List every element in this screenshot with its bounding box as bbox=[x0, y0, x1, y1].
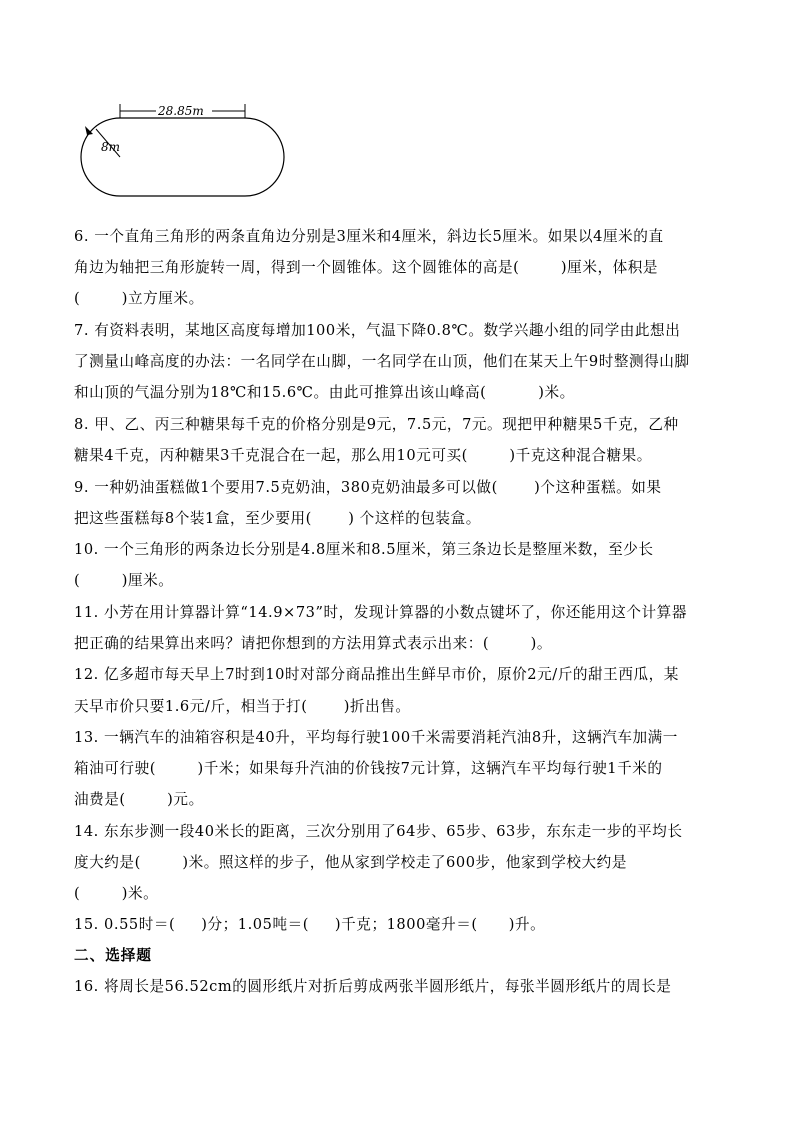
q6-line-1: 6. 一个直角三角形的两条直角边分别是3厘米和4厘米，斜边长5厘米。如果以4厘米的直 bbox=[74, 228, 664, 245]
racetrack-figure bbox=[74, 100, 294, 210]
length-label: 28.85m bbox=[158, 104, 204, 118]
q6-line-3: ( )立方厘米。 bbox=[74, 290, 204, 307]
q9-line-1: 9. 一种奶油蛋糕做1个要用7.5克奶油，380克奶油最多可以做( )个这种蛋糕。如果 bbox=[74, 479, 662, 496]
q7-line-2: 了测量山峰高度的办法：一名同学在山脚，一名同学在山顶，他们在某天上午9时整测得山脚 bbox=[74, 353, 690, 370]
q9-line-2: 把这些蛋糕每8个装1盒，至少要用( ) 个这样的包装盒。 bbox=[74, 510, 481, 527]
q10-line-1: 10. 一个三角形的两条边长分别是4.8厘米和8.5厘米，第三条边长是整厘米数，至少长 bbox=[74, 541, 654, 558]
q7-line-3: 和山顶的气温分别为18℃和15.6℃。由此可推算出该山峰高( )米。 bbox=[74, 384, 575, 401]
q13-line-1: 13. 一辆汽车的油箱容积是40升，平均每行驶100千米需要消耗汽油8升，这辆汽车加满一 bbox=[74, 729, 678, 746]
q8-line-2: 糖果4千克，丙种糖果3千克混合在一起，那么用10元可买( )千克这种混合糖果。 bbox=[74, 447, 652, 464]
q14-line-3: ( )米。 bbox=[74, 885, 159, 902]
section-heading-choice: 二、选择题 bbox=[74, 947, 152, 964]
q10-line-2: ( )厘米。 bbox=[74, 572, 174, 589]
q12-line-2: 天早市价只要1.6元/斤，相当于打( )折出售。 bbox=[74, 698, 411, 715]
q11-line-2: 把正确的结果算出来吗？请把你想到的方法用算式表示出来：( )。 bbox=[74, 635, 553, 652]
q13-line-3: 油费是( )元。 bbox=[74, 791, 204, 808]
q11-line-1: 11. 小芳在用计算器计算“14.9×73”时，发现计算器的小数点键坏了，你还能用这个计算器 bbox=[74, 604, 687, 621]
q7-line-1: 7. 有资料表明，某地区高度每增加100米，气温下降0.8℃。数学兴趣小组的同学由此想出 bbox=[74, 322, 681, 339]
q12-line-1: 12. 亿多超市每天早上7时到10时对部分商品推出生鲜早市价，原价2元/斤的甜王西瓜，某 bbox=[74, 666, 679, 683]
track-outline bbox=[81, 118, 284, 196]
q16-line-1: 16. 将周长是56.52cm的圆形纸片对折后剪成两张半圆形纸片，每张半圆形纸片的周长是 bbox=[74, 978, 672, 995]
q8-line-1: 8. 甲、乙、丙三种糖果每千克的价格分别是9元，7.5元，7元。现把甲种糖果5千克，乙种 bbox=[74, 416, 679, 433]
q6-line-2: 角边为轴把三角形旋转一周，得到一个圆锥体。这个圆锥体的高是( )厘米，体积是 bbox=[74, 259, 659, 276]
q13-line-2: 箱油可行驶( )千米；如果每升汽油的价钱按7元计算，这辆汽车平均每行驶1千米的 bbox=[74, 760, 663, 777]
q14-line-2: 度大约是( )米。照这样的步子，他从家到学校走了600步，他家到学校大约是 bbox=[74, 854, 627, 871]
q14-line-1: 14. 东东步测一段40米长的距离，三次分别用了64步、65步、63步，东东走一步的平均长 bbox=[74, 823, 683, 840]
radius-label: 8m bbox=[101, 140, 121, 154]
q15-line-1: 15. 0.55时＝( )分；1.05吨＝( )千克；1800毫升＝( )升。 bbox=[74, 916, 546, 933]
